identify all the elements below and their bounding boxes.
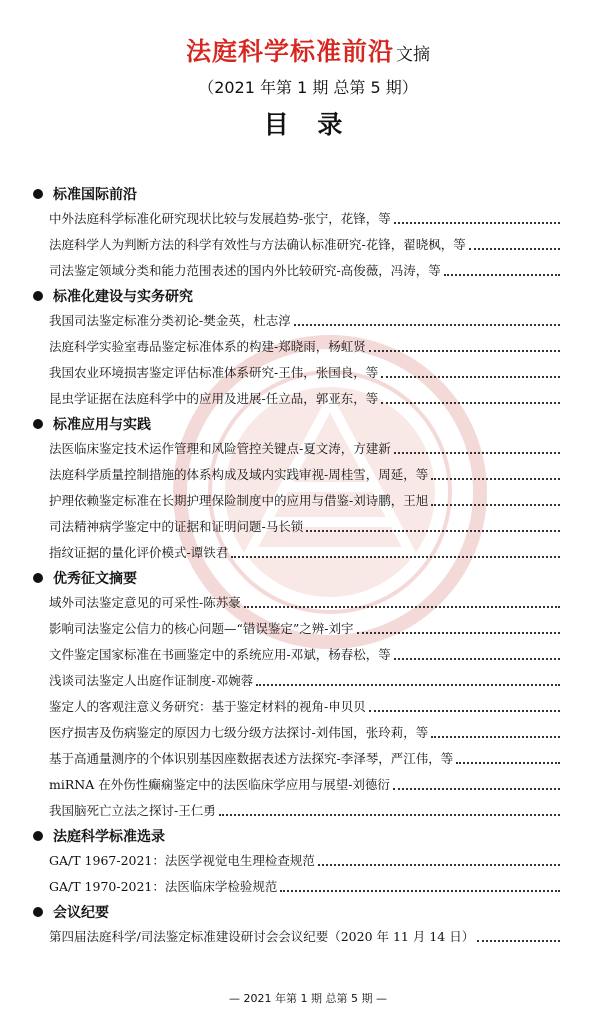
section-title: 标准国际前沿: [53, 187, 137, 203]
leader-dots: [431, 504, 560, 506]
page-footer: — 2021 年第 1 期 总第 5 期 —: [229, 992, 387, 1005]
section-heading: [0, 284, 616, 308]
toc-entry-title: 司法精神病学鉴定中的证据和证明问题-马长锁: [49, 519, 304, 534]
toc-entry[interactable]: [0, 746, 616, 772]
section-heading: [0, 900, 616, 924]
leader-dots: [469, 248, 560, 250]
bullet-icon: [33, 831, 43, 841]
toc-entry-title: 文件鉴定国家标准在书画鉴定中的系统应用-邓斌，杨春松，等: [49, 647, 391, 662]
toc-entry-title: 影响司法鉴定公信力的核心问题—“错误鉴定”之辨-刘宇: [49, 621, 354, 636]
toc-entry-title: 浅谈司法鉴定人出庭作证制度-邓婉蓉: [49, 673, 254, 688]
leader-dots: [219, 814, 560, 816]
toc-entry-title: 我国司法鉴定标准分类初论-樊金英，杜志淳: [49, 313, 291, 328]
section-title: 法庭科学标准选录: [53, 829, 165, 845]
toc-entry-title: 法医临床鉴定技术运作管理和风险管控关键点-夏文涛，方建新: [49, 441, 391, 456]
leader-dots: [477, 940, 560, 942]
section-title: 标准化建设与实务研究: [53, 289, 193, 305]
leader-dots: [431, 736, 560, 738]
toc-entry[interactable]: [0, 798, 616, 824]
leader-dots: [456, 762, 560, 764]
toc-entry[interactable]: [0, 488, 616, 514]
leader-dots: [431, 478, 560, 480]
toc-entry[interactable]: [0, 436, 616, 462]
toc-entry[interactable]: [0, 258, 616, 284]
toc-entry[interactable]: [0, 616, 616, 642]
toc-entry-title: GA/T 1970-2021：法医临床学检验规范: [49, 879, 278, 894]
bullet-icon: [33, 291, 43, 301]
leader-dots: [394, 222, 560, 224]
toc-entry[interactable]: [0, 462, 616, 488]
bullet-icon: [33, 907, 43, 917]
toc-entry[interactable]: [0, 590, 616, 616]
section-title: 会议纪要: [53, 905, 109, 921]
toc-entry-title: 基于高通量测序的个体识别基因座数据表述方法探究-李泽琴，严江伟，等: [49, 751, 454, 766]
toc-entry[interactable]: [0, 540, 616, 566]
toc-list: [0, 182, 616, 950]
toc-entry[interactable]: [0, 642, 616, 668]
leader-dots: [280, 890, 560, 892]
leader-dots: [231, 556, 560, 558]
leader-dots: [256, 684, 560, 686]
toc-entry-title: 医疗损害及伤病鉴定的原因力七级分级方法探讨-刘伟国，张玲莉，等: [49, 725, 429, 740]
leader-dots: [393, 788, 560, 790]
toc-entry[interactable]: [0, 386, 616, 412]
leader-dots: [444, 274, 560, 276]
toc-entry-title: 中外法庭科学标准化研究现状比较与发展趋势-张宁，花锋，等: [49, 211, 391, 226]
leader-dots: [369, 350, 560, 352]
section-heading: [0, 412, 616, 436]
toc-entry-title: 护理依赖鉴定标准在长期护理保险制度中的应用与借鉴-刘诗鹏，王旭: [49, 493, 429, 508]
toc-entry-title: 指纹证据的量化评价模式-谭铁君: [49, 545, 229, 560]
masthead: [0, 32, 616, 66]
section-heading: [0, 182, 616, 206]
bullet-icon: [33, 189, 43, 199]
section-title: 优秀征文摘要: [53, 571, 137, 587]
section-heading: [0, 566, 616, 590]
toc-entry[interactable]: [0, 206, 616, 232]
toc-entry-title: GA/T 1967-2021：法医学视觉电生理检查规范: [49, 853, 315, 868]
toc-entry[interactable]: [0, 668, 616, 694]
toc-entry-title: 司法鉴定领域分类和能力范围表述的国内外比较研究-高俊薇，冯涛，等: [49, 263, 441, 278]
toc-entry-title: 法庭科学人为判断方法的科学有效性与方法确认标准研究-花锋，翟晓枫，等: [49, 237, 466, 252]
toc-entry-title: miRNA 在外伤性癫痫鉴定中的法医临床学应用与展望-刘德衍: [49, 777, 390, 792]
section-title: 标准应用与实践: [53, 417, 151, 433]
leader-dots: [394, 452, 560, 454]
toc-entry[interactable]: [0, 694, 616, 720]
toc-entry[interactable]: [0, 334, 616, 360]
leader-dots: [381, 402, 560, 404]
toc-entry[interactable]: [0, 848, 616, 874]
leader-dots: [369, 710, 560, 712]
section-heading: [0, 824, 616, 848]
toc-entry[interactable]: [0, 232, 616, 258]
toc-entry-title: 法庭科学实验室毒品鉴定标准体系的构建-郑晓雨，杨虹贤: [49, 339, 366, 354]
leader-dots: [244, 606, 560, 608]
issue-line: （2021 年第 1 期 总第 5 期）: [198, 78, 418, 97]
toc-entry[interactable]: [0, 720, 616, 746]
leader-dots: [318, 864, 560, 866]
toc-entry-title: 法庭科学质量控制措施的体系构成及域内实践审视-周桂雪，周延，等: [49, 467, 429, 482]
bullet-icon: [33, 573, 43, 583]
toc-entry[interactable]: [0, 308, 616, 334]
toc-entry[interactable]: [0, 772, 616, 798]
toc-entry-title: 我国农业环境损害鉴定评估标准体系研究-王伟，张国良，等: [49, 365, 379, 380]
leader-dots: [394, 658, 560, 660]
toc-entry[interactable]: [0, 360, 616, 386]
toc-entry[interactable]: [0, 874, 616, 900]
leader-dots: [306, 530, 560, 532]
toc-title: 目 录: [263, 110, 353, 139]
toc-entry-title: 昆虫学证据在法庭科学中的应用及进展-任立品，郭亚东，等: [49, 391, 379, 406]
brand-title: 法庭科学标准前沿: [185, 37, 394, 66]
toc-entry-title: 我国脑死亡立法之探讨-王仁勇: [49, 803, 216, 818]
leader-dots: [294, 324, 560, 326]
toc-entry-title: 域外司法鉴定意见的可采性-陈苏豪: [49, 595, 241, 610]
leader-dots: [357, 632, 560, 634]
toc-entry[interactable]: [0, 924, 616, 950]
toc-entry-title: 鉴定人的客观注意义务研究：基于鉴定材料的视角-申贝贝: [49, 699, 366, 714]
brand-suffix: 文摘: [396, 45, 430, 65]
toc-entry[interactable]: [0, 514, 616, 540]
leader-dots: [381, 376, 560, 378]
toc-entry-title: 第四届法庭科学/司法鉴定标准建设研讨会会议纪要（2020 年 11 月 14 日）: [49, 929, 475, 944]
bullet-icon: [33, 419, 43, 429]
